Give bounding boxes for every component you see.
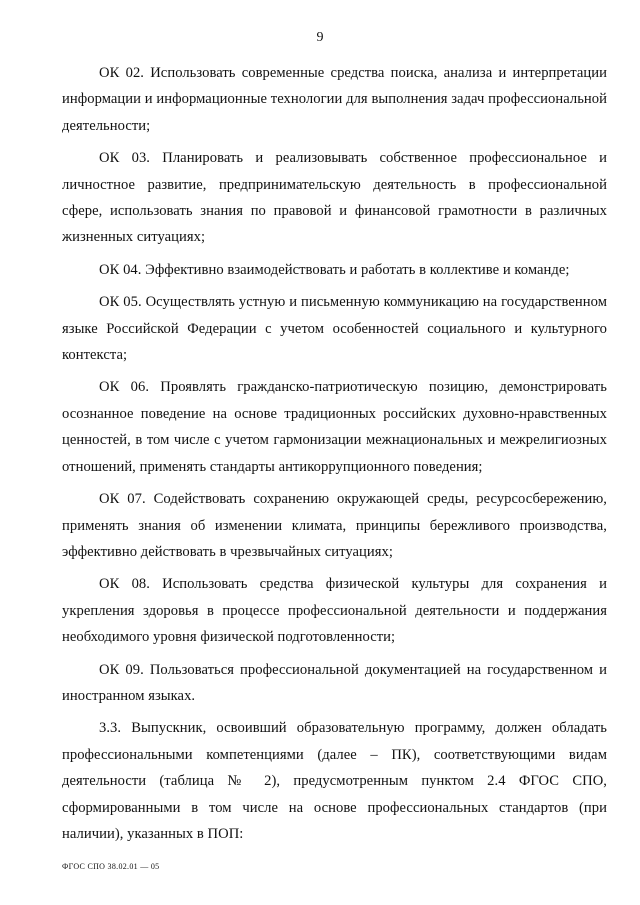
paragraph-ok-03: ОК 03. Планировать и реализовывать собственное профессиональное и личностное развитие, предпринимательскую деятельность в профессиональной сфере, использовать знания по правовой и финансовой грамотности в различных жизненных ситуациях; bbox=[62, 150, 607, 246]
paragraph-ok-06: ОК 06. Проявлять гражданско-патриотическую позицию, демонстрировать осознанное поведение на основе традиционных российских духовно-нравственных ценностей, в том числе с учетом гармонизации межнациональных и межрелигиозных отношений, применять стандарты антикоррупционного поведения; bbox=[62, 379, 607, 475]
paragraph-ok-05: ОК 05. Осуществлять устную и письменную коммуникацию на государственном языке Российской Федерации с учетом особенностей социального и культурного контекста; bbox=[62, 294, 607, 364]
footer-code: ФГОС СПО 38.02.01 — 05 bbox=[62, 862, 160, 871]
document-body bbox=[62, 60, 607, 853]
paragraph-ok-09: ОК 09. Пользоваться профессиональной документацией на государственном и иностранном языках. bbox=[62, 661, 607, 704]
paragraph-ok-04: ОК 04. Эффективно взаимодействовать и работать в коллективе и команде; bbox=[99, 261, 570, 278]
paragraph-ok-07: ОК 07. Содействовать сохранению окружающей среды, ресурсосбережению, применять знания об изменении климата, принципы бережливого производства, эффективно действовать в чрезвычайных ситуациях; bbox=[62, 491, 607, 560]
page-number: 9 bbox=[316, 30, 324, 45]
paragraph-3-3: 3.3. Выпускник, освоивший образовательную программу, должен обладать профессиональными компетенциями (далее – ПК), соответствующими видам деятельности (таблица № 2), предусмотренным пунктом 2.4 ФГОС СПО, сформированными в том числе на основе профессиональных стандартов (при наличии), указанных в ПОП: bbox=[62, 720, 607, 842]
paragraph-ok-02: ОК 02. Использовать современные средства поиска, анализа и интерпретации информации и информационные технологии для выполнения задач профессиональной деятельности; bbox=[62, 65, 607, 134]
paragraph-ok-08: ОК 08. Использовать средства физической культуры для сохранения и укрепления здоровья в процессе профессиональной деятельности и поддержания необходимого уровня физической подготовленности; bbox=[62, 576, 607, 646]
